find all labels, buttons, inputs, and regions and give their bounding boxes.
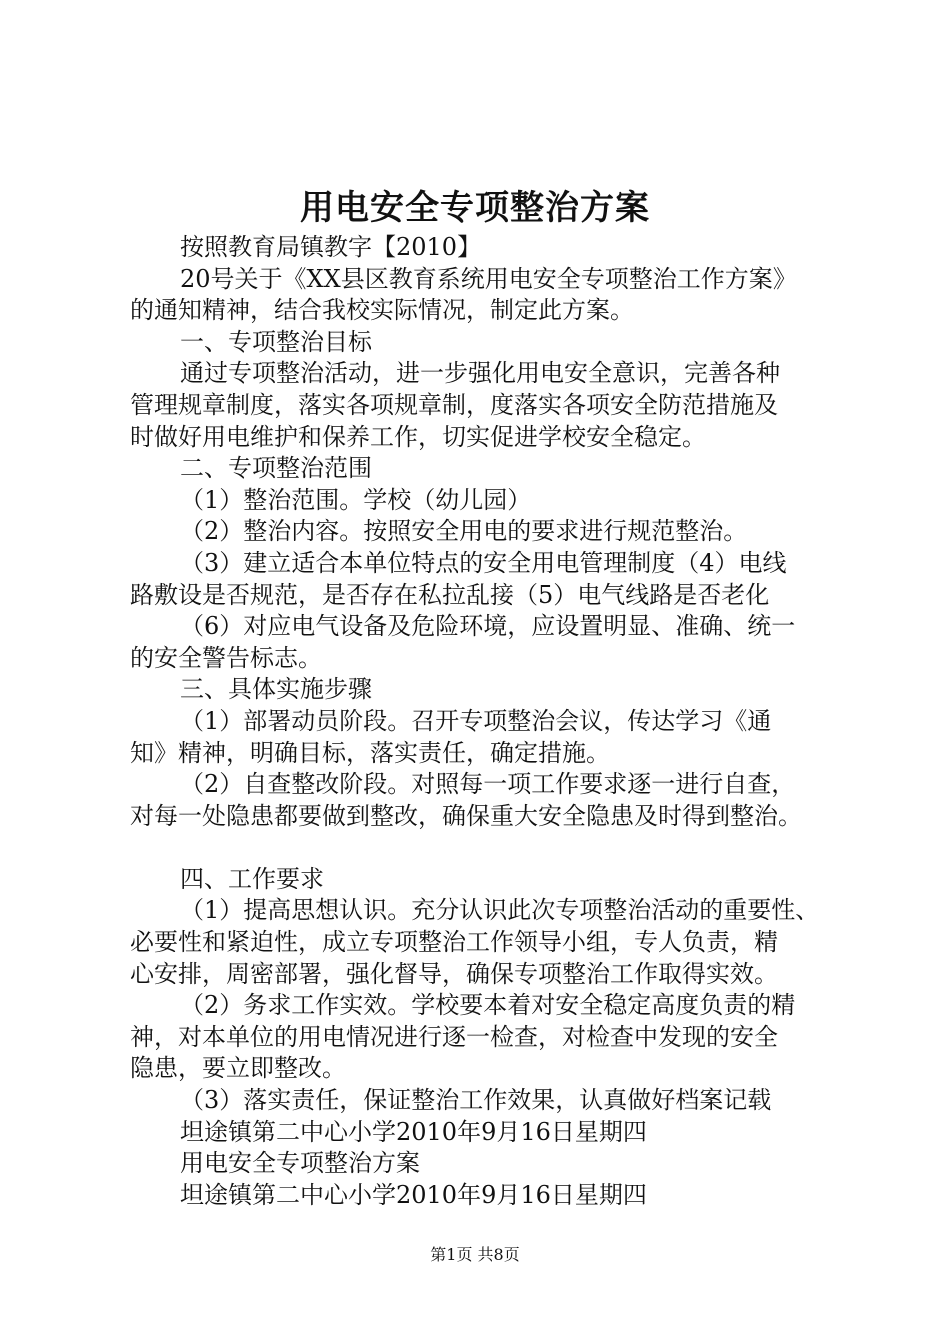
- section-heading: 二、专项整治范围: [180, 454, 372, 483]
- body-line: 通过专项整治活动，进一步强化用电安全意识，完善各种: [180, 359, 780, 388]
- body-line: （1）整治范围。学校（幼儿园）: [180, 485, 532, 514]
- body-line: （2）自查整改阶段。对照每一项工作要求逐一进行自查，: [180, 770, 796, 799]
- document-body: [130, 232, 850, 1211]
- section-heading: 四、工作要求: [180, 864, 324, 893]
- body-line: 管理规章制度，落实各项规章制，度落实各项安全防范措施及: [130, 390, 778, 419]
- body-line: 必要性和紧迫性，成立专项整治工作领导小组，专人负责，精: [130, 928, 778, 957]
- body-line: 知》精神，明确目标，落实责任，确定措施。: [130, 738, 610, 767]
- body-line: 心安排，周密部署，强化督导，确保专项整治工作取得实效。: [130, 959, 778, 988]
- body-line: 时做好用电维护和保养工作，切实促进学校安全稳定。: [130, 422, 706, 451]
- body-line: 的通知精神，结合我校实际情况，制定此方案。: [130, 296, 634, 325]
- body-line: （2）整治内容。按照安全用电的要求进行规范整治。: [180, 517, 748, 546]
- signature-line: 坦途镇第二中心小学2010年9月16日星期四: [180, 1180, 647, 1209]
- document-title: 用电安全专项整治方案: [300, 188, 650, 228]
- section-heading: 三、具体实施步骤: [180, 675, 372, 704]
- body-line: 20号关于《XX县区教育系统用电安全专项整治工作方案》: [180, 264, 797, 293]
- body-line: （1）提高思想认识。充分认识此次专项整治活动的重要性、: [180, 896, 820, 925]
- signature-line: 用电安全专项整治方案: [180, 1149, 420, 1178]
- body-line: （6）对应电气设备及危险环境，应设置明显、准确、统一: [180, 612, 796, 641]
- body-line: （2）务求工作实效。学校要本着对安全稳定高度负责的精: [180, 991, 796, 1020]
- body-line: （3）落实责任，保证整治工作效果，认真做好档案记载: [180, 1086, 772, 1115]
- body-line: 对每一处隐患都要做到整改，确保重大安全隐患及时得到整治。: [130, 801, 802, 830]
- body-line: 隐患，要立即整改。: [130, 1054, 346, 1083]
- section-heading: 一、专项整治目标: [180, 327, 372, 356]
- signature-line: 坦途镇第二中心小学2010年9月16日星期四: [180, 1117, 647, 1146]
- body-line: （3）建立适合本单位特点的安全用电管理制度（4）电线: [180, 548, 787, 577]
- page-number: 第1页 共8页: [430, 1245, 520, 1264]
- body-line: （1）部署动员阶段。召开专项整治会议，传达学习《通: [180, 706, 772, 735]
- body-line: 按照教育局镇教字【2010】: [180, 233, 482, 261]
- body-line: 神，对本单位的用电情况进行逐一检查，对检查中发现的安全: [130, 1022, 778, 1051]
- body-line: 路敷设是否规范，是否存在私拉乱接（5）电气线路是否老化: [130, 580, 770, 609]
- body-line: 的安全警告标志。: [130, 643, 322, 672]
- blank-line: [130, 832, 850, 864]
